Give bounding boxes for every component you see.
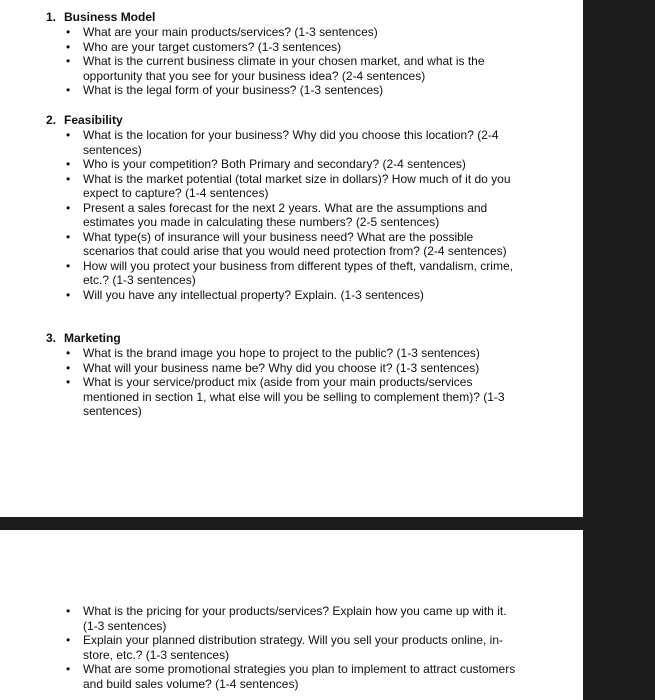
- bullet-icon: •: [66, 360, 71, 375]
- bullet-icon: •: [66, 633, 71, 647]
- section-marketing-continued: [48, 604, 518, 691]
- question-list: [48, 25, 518, 98]
- list-item: [48, 172, 518, 201]
- document-page-2: [0, 530, 583, 700]
- question-text: What is the brand image you hope to project to the public? (1-3 sentences): [83, 346, 480, 360]
- list-item: [48, 230, 518, 259]
- question-text: What is the current business climate in your chosen market, and what is the opportunity that you see for your business idea? (2-4 sentences): [83, 54, 485, 83]
- section-heading: [48, 113, 518, 128]
- section-feasibility: [48, 113, 518, 302]
- list-item: [48, 375, 518, 419]
- question-text: What is the legal form of your business? (1-3 sentences): [83, 83, 384, 97]
- list-item: [48, 604, 518, 633]
- bullet-icon: •: [66, 604, 71, 618]
- question-text: What are some promotional strategies you plan to implement to attract customers and build sales volume? (1-4 sentences): [83, 662, 516, 691]
- section-number: 3.: [46, 331, 57, 345]
- question-text: Will you have any intellectual property? Explain. (1-3 sentences): [83, 287, 424, 302]
- section-title: Marketing: [64, 331, 121, 345]
- bullet-icon: •: [66, 258, 71, 273]
- section-marketing: [48, 331, 518, 419]
- list-item: [48, 288, 518, 303]
- question-text: Explain your planned distribution strategy. Will you sell your products online, in-store, etc.? (1-3 sentences): [83, 633, 503, 662]
- list-item: [48, 40, 518, 55]
- question-text: What are your main products/services? (1-3 sentences): [83, 25, 378, 39]
- question-text: How will you protect your business from different types of theft, vandalism, crime, etc.? (1-3 sentences): [83, 258, 513, 287]
- bullet-icon: •: [66, 54, 71, 68]
- bullet-icon: •: [66, 39, 71, 54]
- question-text: What is the market potential (total market size in dollars)? How much of it do you expect to capture? (1-4 sentences): [83, 171, 511, 200]
- list-item: [48, 128, 518, 157]
- question-text: What is your service/product mix (aside from your main products/services mentioned in section 1, what else will you be selling to complement them)? (1-3 sentences): [83, 375, 505, 418]
- bullet-icon: •: [66, 229, 71, 244]
- bullet-icon: •: [66, 157, 71, 171]
- section-number: 2.: [46, 113, 57, 127]
- bullet-icon: •: [66, 200, 71, 215]
- dark-background-right: [583, 0, 655, 700]
- list-item: [48, 361, 518, 376]
- bullet-icon: •: [66, 375, 71, 389]
- list-item: [48, 25, 518, 40]
- list-item: [48, 201, 518, 230]
- list-item: [48, 346, 518, 361]
- bullet-icon: •: [66, 171, 71, 186]
- section-heading: [48, 10, 518, 25]
- section-title: Business Model: [64, 10, 156, 24]
- question-list: [48, 346, 518, 419]
- bullet-icon: •: [66, 128, 71, 142]
- bullet-icon: •: [66, 25, 71, 39]
- section-title: Feasibility: [64, 113, 123, 127]
- list-item: [48, 633, 518, 662]
- section-number: 1.: [46, 10, 57, 24]
- list-item: [48, 662, 518, 691]
- list-item: [48, 157, 518, 172]
- question-text: What type(s) of insurance will your business need? What are the possible scenarios that could arise that you would need protection from? (2-4 sentences): [83, 229, 507, 258]
- question-text: What is the pricing for your products/services? Explain how you came up with it. (1-3 sentences): [83, 604, 507, 633]
- question-list: [48, 604, 518, 691]
- list-item: [48, 83, 518, 98]
- question-list: [48, 128, 518, 302]
- bullet-icon: •: [66, 346, 71, 360]
- section-heading: [48, 331, 518, 346]
- question-text: Who is your competition? Both Primary and secondary? (2-4 sentences): [83, 157, 466, 171]
- question-text: What is the location for your business? Why did you choose this location? (2-4 sentences): [83, 128, 499, 157]
- bullet-icon: •: [66, 287, 71, 302]
- question-text: Who are your target customers? (1-3 sentences): [83, 39, 342, 54]
- list-item: [48, 54, 518, 83]
- question-text: What will your business name be? Why did you choose it? (1-3 sentences): [83, 360, 480, 375]
- question-text: Present a sales forecast for the next 2 years. What are the assumptions and estimates you made in calculating these numbers? (2-5 sentences): [83, 200, 488, 229]
- list-item: [48, 259, 518, 288]
- page-separator: [0, 517, 655, 530]
- bullet-icon: •: [66, 662, 71, 676]
- bullet-icon: •: [66, 83, 71, 97]
- section-business-model: [48, 10, 518, 98]
